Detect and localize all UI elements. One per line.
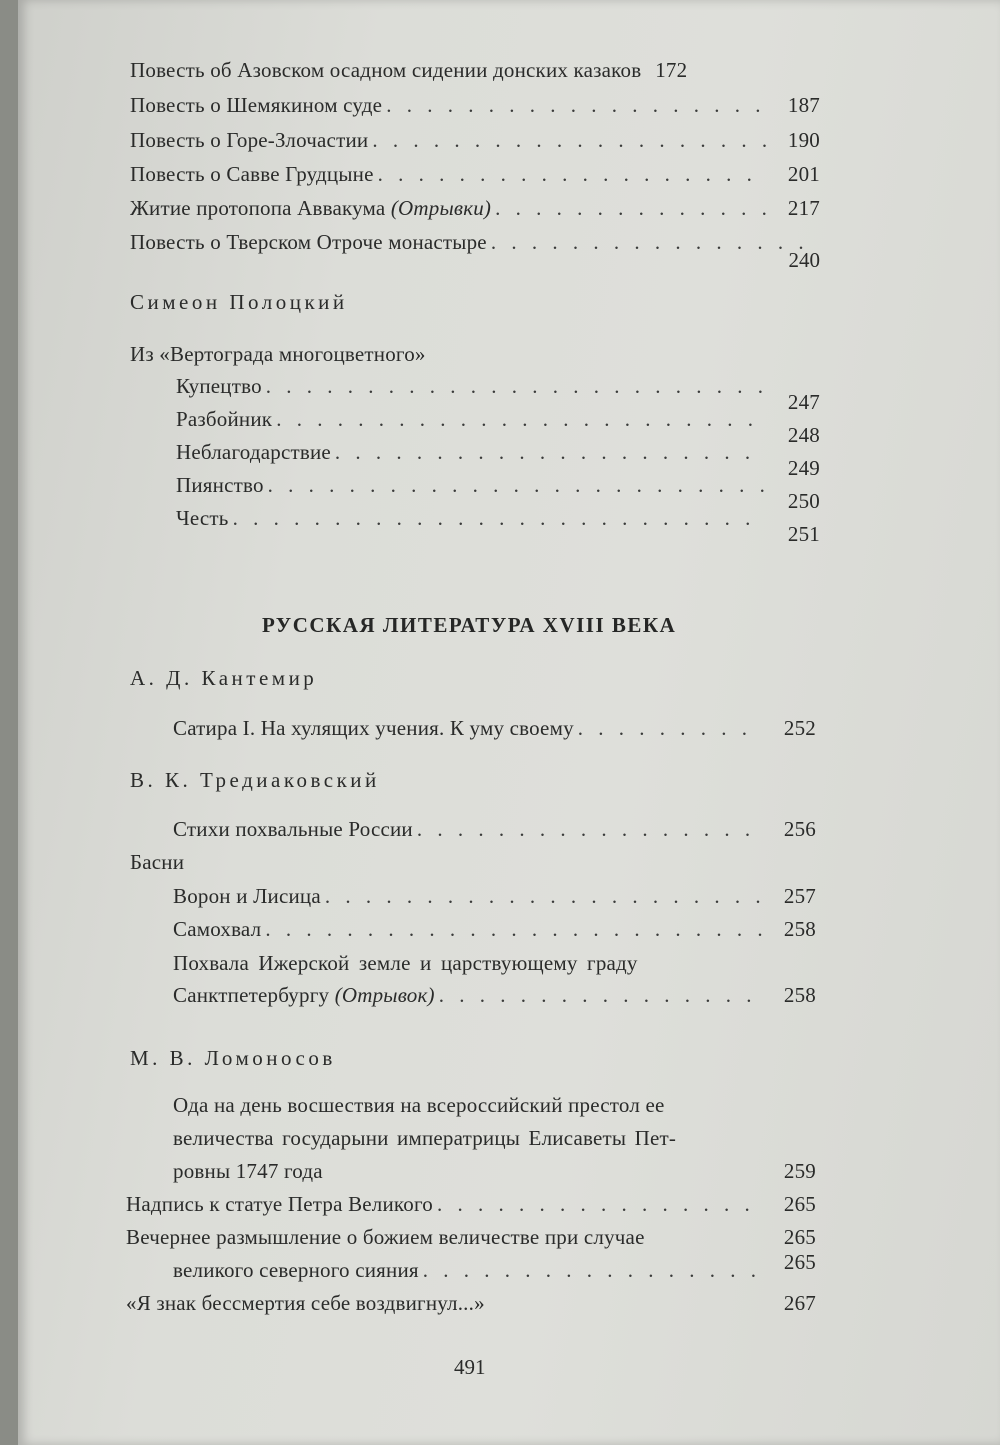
author-heading: А. Д. Кантемир <box>130 666 318 690</box>
leader-dots <box>378 162 766 187</box>
toc-entry <box>126 1291 816 1316</box>
leader-dots <box>265 917 762 942</box>
toc-entry <box>130 230 820 255</box>
toc-entry <box>130 128 820 153</box>
entry-title: Честь <box>176 506 229 530</box>
entry-title: «Я знак бессмертия себе воздвигнул...» <box>126 1291 485 1315</box>
entry-title: Повесть о Савве Грудцыне <box>130 162 374 186</box>
entry-page: 248 <box>787 423 820 447</box>
toc-entry <box>176 506 820 546</box>
toc-entry <box>173 983 816 1008</box>
entry-title: Разбойник <box>176 407 273 431</box>
toc-entry <box>176 374 820 414</box>
entry-title: Повесть о Горе-Злочастии <box>130 128 369 152</box>
toc-entry <box>173 917 816 942</box>
entry-page: 251 <box>787 522 820 546</box>
toc-entry <box>173 1250 816 1283</box>
entry-title: Повесть о Тверском Отроче монастыре <box>130 230 487 254</box>
entry-title: величества государыни императрицы Елисаветы Пет- <box>173 1126 677 1150</box>
entry-title: Неблагодарствие <box>176 440 331 464</box>
entry-title: Похвала Ижерской земле и царствующему граду <box>173 951 638 975</box>
collection-title: Из «Вертограда многоцветного» <box>130 342 426 366</box>
entry-page: 265 <box>783 1192 816 1216</box>
toc-entry <box>176 473 820 513</box>
entry-page: 217 <box>787 196 820 220</box>
toc-entry <box>126 1225 816 1250</box>
entry-title <box>130 196 491 221</box>
entry-title: Повесть об Азовском осадном сидении донских казаков <box>130 58 642 82</box>
leader-dots <box>335 440 766 465</box>
leader-dots <box>325 884 762 909</box>
entry-title: Ворон и Лисица <box>173 884 321 908</box>
entry-page: 172 <box>655 58 688 82</box>
entry-page: 247 <box>787 390 820 414</box>
entry-title: ровны 1747 года <box>173 1159 323 1183</box>
leader-dots <box>276 407 766 432</box>
entry-title: Ода на день восшествия на всероссийский престол ее <box>173 1093 665 1117</box>
toc-entry <box>126 1192 816 1217</box>
entry-page: 256 <box>783 817 816 841</box>
toc-entry <box>173 817 816 842</box>
toc-entry <box>130 196 820 221</box>
leader-dots <box>233 506 766 531</box>
entry-page: 250 <box>787 489 820 513</box>
entry-title-text: Санктпетербургу <box>173 983 330 1007</box>
entry-page: 258 <box>783 917 816 941</box>
toc-entry <box>173 716 816 741</box>
entry-title: Надпись к статуе Петра Великого <box>126 1192 433 1216</box>
entry-note: (Отрывок) <box>334 983 435 1007</box>
leader-dots <box>491 230 816 255</box>
entry-title: Купецтво <box>176 374 262 398</box>
toc-entry <box>176 407 820 447</box>
toc-entry <box>130 93 820 118</box>
leader-dots <box>495 196 766 221</box>
author-heading: Симеон Полоцкий <box>130 290 348 314</box>
entry-page: 259 <box>783 1159 816 1183</box>
leader-dots <box>437 1192 762 1217</box>
entry-title: Сатира I. На хулящих учения. К уму своему <box>173 716 574 740</box>
leader-dots <box>386 93 766 118</box>
entry-page: 267 <box>783 1291 816 1315</box>
entry-title: Самохвал <box>173 917 262 941</box>
entry-page: 257 <box>783 884 816 908</box>
entry-title: Пиянство <box>176 473 264 497</box>
leader-dots <box>417 817 762 842</box>
entry-page: 187 <box>787 93 820 117</box>
leader-dots <box>423 1258 762 1283</box>
entry-title: Стихи похвальные России <box>173 817 413 841</box>
toc-entry <box>130 162 820 187</box>
book-page <box>18 0 1000 1445</box>
leader-dots <box>372 128 766 153</box>
entry-title <box>173 983 435 1008</box>
section-title: РУССКАЯ ЛИТЕРАТУРА XVIII ВЕКА <box>262 613 677 637</box>
entry-page: 201 <box>787 162 820 186</box>
entry-page: 258 <box>783 983 816 1007</box>
entry-page: 265 <box>783 1225 816 1249</box>
leader-dots <box>578 716 762 741</box>
leader-dots <box>439 983 762 1008</box>
leader-dots <box>266 374 766 399</box>
entry-title: великого северного сияния <box>173 1258 419 1282</box>
toc-entry <box>173 1159 816 1184</box>
entry-page: 265 <box>783 1250 816 1274</box>
page-number: 491 <box>454 1355 486 1379</box>
author-heading: М. В. Ломоносов <box>130 1046 336 1070</box>
entry-page: 249 <box>787 456 820 480</box>
entry-page: 252 <box>783 716 816 740</box>
entry-title: Вечернее размышление о божием величестве при случае <box>126 1225 645 1249</box>
entry-title-text: Житие протопопа Аввакума <box>130 196 386 220</box>
entry-note: (Отрывки) <box>390 196 492 220</box>
toc-entry <box>173 884 816 909</box>
author-heading: В. К. Тредиаковский <box>130 768 380 792</box>
fables-label: Басни <box>130 850 185 874</box>
leader-dots <box>268 473 766 498</box>
toc-entry <box>130 58 820 83</box>
entry-title: Повесть о Шемякином суде <box>130 93 383 117</box>
entry-page: 190 <box>787 128 820 152</box>
entry-page: 240 <box>788 248 820 272</box>
toc-entry <box>176 440 820 480</box>
